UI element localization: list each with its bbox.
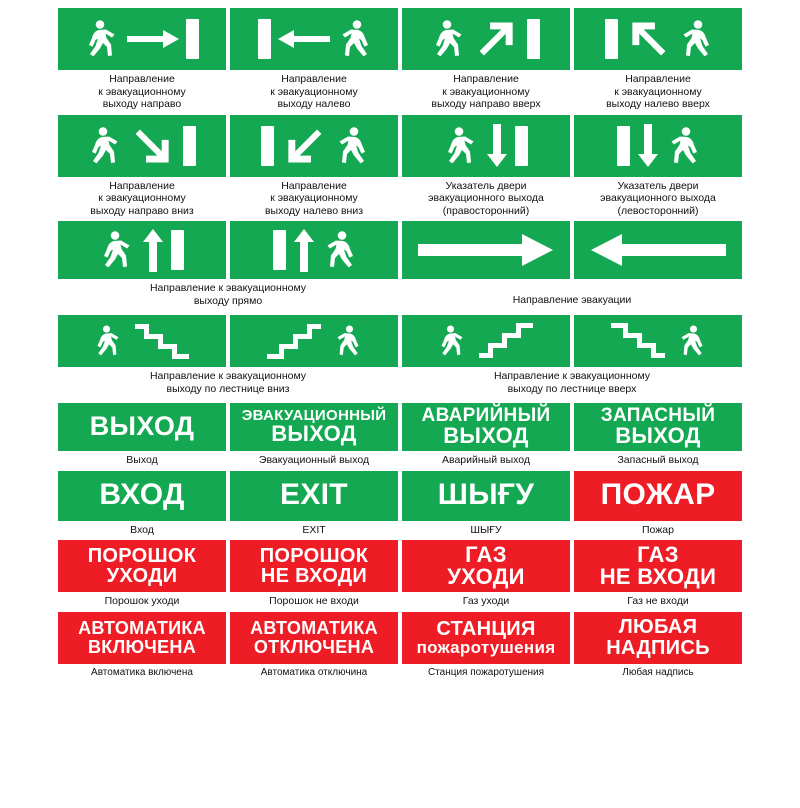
sign-door-left[interactable]	[574, 115, 742, 177]
sign-stairs-up-left[interactable]	[574, 315, 742, 367]
sign-text-line-2: НАДПИСЬ	[606, 636, 710, 659]
sign-text-line-1: EXIT	[280, 478, 348, 512]
caption-exit-right-up: Направление к эвакуационному выходу направо вверх	[431, 73, 541, 110]
sign-text-line-1: ПОРОШОК	[259, 544, 369, 567]
sign-text-line-1: АВТОМАТИКА	[78, 618, 206, 639]
running-man-icon	[89, 126, 123, 166]
sign-avtomatika-otkl[interactable]	[230, 612, 398, 664]
door-bar-icon	[617, 126, 630, 166]
caption-vyhod: Выход	[126, 454, 158, 466]
sign-text-line-2: ВЫХОД	[615, 423, 701, 449]
running-man-icon	[433, 19, 467, 59]
caption-door-right: Указатель двери эвакуационного выхода (правосторонний)	[428, 179, 544, 217]
caption-stairs-down: Направление к эвакуационному выходу по лестнице вниз	[149, 370, 307, 395]
sign-text-line-2: ВКЛЮЧЕНА	[88, 636, 196, 657]
sign-poroshok-uhodi[interactable]	[58, 540, 226, 592]
arrow-up-right-icon	[474, 19, 520, 59]
sign-text-line-2: ВЫХОД	[443, 423, 529, 449]
sign-door-right[interactable]	[402, 115, 570, 177]
caption-evac-direction: Направление эвакуации	[512, 294, 632, 306]
arrow-down-icon	[486, 124, 508, 168]
sign-text-line-1: ПОЖАР	[600, 478, 716, 512]
sign-exit-en[interactable]	[230, 471, 398, 521]
sign-gaz-uhodi[interactable]	[402, 540, 570, 592]
sign-text-line-1: СТАНЦИЯ	[436, 617, 536, 640]
sign-block-avariyny-vyhod	[402, 403, 570, 471]
arrow-up-icon	[142, 228, 164, 272]
caption-stairs-up: Направление к эвакуационному выходу по лестнице вверх	[493, 370, 651, 395]
stairs-up-icon	[477, 322, 533, 360]
sign-row-1	[0, 8, 800, 115]
caption-avtomatika-otkl: Автоматика отключина	[260, 666, 368, 678]
sign-block-poroshok-uhodi	[58, 540, 226, 612]
running-man-icon	[666, 126, 700, 166]
door-bar-icon	[261, 126, 274, 166]
sign-block-lyubaya-nadpis	[574, 612, 742, 683]
caption-exit-left-up: Направление к эвакуационному выходу налево вверх	[606, 73, 710, 110]
caption-lyubaya-nadpis: Любая надпись	[622, 666, 694, 678]
sign-row-7	[0, 540, 800, 612]
caption-stanciya: Станция пожаротушения	[427, 666, 545, 678]
running-man-icon	[678, 19, 712, 59]
stairs-down-icon	[133, 322, 189, 360]
sign-exit-right-up[interactable]	[402, 8, 570, 70]
sign-block-exit-left	[230, 8, 398, 115]
arrow-down-icon	[637, 124, 659, 168]
caption-shygu: ШЫҒУ	[470, 523, 502, 536]
caption-zapasny-vyhod: Запасный выход	[617, 454, 699, 466]
sign-vhod[interactable]	[58, 471, 226, 521]
sign-text-line-1: ГАЗ	[465, 541, 507, 567]
running-man-icon	[101, 230, 135, 270]
stairs-up-icon	[611, 322, 667, 360]
sign-text-line-1: ШЫҒУ	[437, 478, 535, 512]
sign-text-line-2: НЕ ВХОДИ	[260, 565, 368, 587]
caption-door-left: Указатель двери эвакуационного выхода (левосторонний)	[600, 179, 716, 217]
big-arrow-left-icon	[574, 221, 742, 279]
arrow-down-left-icon	[281, 126, 327, 166]
caption-exit-right: Направление к эвакуационному выходу направо	[98, 73, 186, 110]
sign-exit-right[interactable]	[58, 8, 226, 70]
caption-vhod: Вход	[130, 523, 154, 536]
sign-stanciya[interactable]	[402, 612, 570, 664]
sign-text-line-2: УХОДИ	[106, 565, 178, 587]
sign-avariyny-vyhod[interactable]	[402, 403, 570, 451]
evacuation-signs-sheet	[0, 8, 800, 808]
arrow-left-icon	[278, 28, 330, 50]
sign-text-line-1: ЛЮБАЯ	[618, 616, 698, 639]
caption-exit-left-down: Направление к эвакуационному выходу налево вниз	[264, 179, 364, 217]
sign-text-line-2: ВЫХОД	[271, 421, 357, 447]
sign-row-3	[0, 221, 800, 279]
sign-row-6	[0, 471, 800, 541]
sign-vyhod[interactable]	[58, 403, 226, 451]
sign-block-avtomatika-vkl	[58, 612, 226, 683]
sign-stairs-down-left[interactable]	[230, 315, 398, 367]
door-bar-icon	[171, 230, 184, 270]
sign-row-8	[0, 612, 800, 683]
sign-text-line-2: ОТКЛЮЧЕНА	[253, 636, 375, 657]
sign-row-4	[0, 315, 800, 367]
arrow-down-right-icon	[130, 126, 176, 166]
running-man-icon	[86, 19, 120, 59]
caption-gaz-ne-vhodi: Газ не входи	[627, 595, 689, 607]
sign-block-evac-vyhod	[230, 403, 398, 471]
stairs-down-icon	[267, 322, 323, 360]
sign-row-4-captions	[0, 367, 800, 399]
sign-block-door-left	[574, 115, 742, 222]
sign-block-door-right	[402, 115, 570, 222]
sign-text-line-1: АВТОМАТИКА	[250, 618, 378, 639]
sign-gaz-ne-vhodi[interactable]	[574, 540, 742, 592]
caption-exit-en: EXIT	[302, 523, 326, 536]
running-man-icon	[337, 19, 371, 59]
big-arrow-right-icon	[402, 221, 570, 279]
sign-block-exit-right-down	[58, 115, 226, 222]
sign-poroshok-ne-vhodi[interactable]	[230, 540, 398, 592]
sign-block-exit-right-up	[402, 8, 570, 115]
caption-poroshok-ne-vhodi: Порошок не входи	[269, 595, 359, 607]
sign-evac-vyhod[interactable]	[230, 403, 398, 451]
sign-lyubaya-nadpis[interactable]	[574, 612, 742, 664]
sign-block-vyhod	[58, 403, 226, 471]
door-bar-icon	[258, 19, 271, 59]
running-man-icon	[445, 126, 479, 166]
sign-block-exit-left-up	[574, 8, 742, 115]
running-man-icon	[95, 324, 123, 358]
sign-text-line-2: НЕ ВХОДИ	[599, 564, 717, 589]
sign-text-line-2: УХОДИ	[447, 564, 525, 589]
sign-row-3-captions	[0, 279, 800, 311]
sign-evac-direction-left[interactable]	[574, 221, 742, 279]
caption-poroshok-uhodi: Порошок уходи	[104, 595, 180, 607]
sign-block-gaz-uhodi	[402, 540, 570, 612]
door-bar-icon	[515, 126, 528, 166]
running-man-icon	[439, 324, 467, 358]
sign-block-exit-left-down	[230, 115, 398, 222]
caption-evac-vyhod: Эвакуационный выход	[258, 454, 370, 466]
sign-stairs-up-right[interactable]	[402, 315, 570, 367]
sign-row-5	[0, 403, 800, 471]
sign-pozhar[interactable]	[574, 471, 742, 521]
caption-exit-right-down: Направление к эвакуационному выходу направо вниз	[90, 179, 194, 217]
caption-avtomatika-vkl: Автоматика включена	[91, 666, 193, 678]
arrow-up-left-icon	[625, 19, 671, 59]
sign-block-gaz-ne-vhodi	[574, 540, 742, 612]
sign-text-line-1: АВАРИЙНЫЙ	[421, 405, 551, 427]
sign-exit-left-down[interactable]	[230, 115, 398, 177]
sign-text-line-2: пожаротушения	[416, 638, 556, 658]
sign-row-2	[0, 115, 800, 222]
sign-block-stanciya	[402, 612, 570, 683]
door-bar-icon	[183, 126, 196, 166]
door-bar-icon	[186, 19, 199, 59]
sign-block-exit-right	[58, 8, 226, 115]
sign-text-line-1: ВХОД	[99, 478, 185, 512]
running-man-icon	[333, 324, 361, 358]
sign-exit-straight-right[interactable]	[58, 221, 226, 279]
sign-text-line-1: ЭВАКУАЦИОННЫЙ	[241, 407, 387, 425]
sign-evac-direction-right[interactable]	[402, 221, 570, 279]
caption-pozhar: Пожар	[642, 523, 674, 536]
sign-block-shygu	[402, 471, 570, 541]
sign-block-pozhar	[574, 471, 742, 541]
sign-exit-right-down[interactable]	[58, 115, 226, 177]
door-bar-icon	[605, 19, 618, 59]
sign-text-line-1: ГАЗ	[637, 541, 679, 567]
sign-shygu[interactable]	[402, 471, 570, 521]
sign-text-line-1: ВЫХОД	[89, 411, 195, 442]
sign-block-exit-en	[230, 471, 398, 541]
sign-block-zapasny-vyhod	[574, 403, 742, 471]
sign-exit-straight-left[interactable]	[230, 221, 398, 279]
caption-avariyny-vyhod: Аварийный выход	[442, 454, 530, 466]
sign-avtomatika-vkl[interactable]	[58, 612, 226, 664]
sign-exit-left-up[interactable]	[574, 8, 742, 70]
sign-block-avtomatika-otkl	[230, 612, 398, 683]
sign-block-vhod	[58, 471, 226, 541]
sign-text-line-1: ЗАПАСНЫЙ	[600, 405, 716, 427]
door-bar-icon	[527, 19, 540, 59]
caption-exit-left: Направление к эвакуационному выходу налево	[270, 73, 358, 110]
caption-exit-straight: Направление к эвакуационному выходу прямо	[149, 282, 307, 307]
sign-exit-left[interactable]	[230, 8, 398, 70]
door-bar-icon	[273, 230, 286, 270]
caption-gaz-uhodi: Газ уходи	[462, 595, 510, 607]
sign-text-line-1: ПОРОШОК	[87, 544, 197, 567]
arrow-up-icon	[293, 228, 315, 272]
sign-zapasny-vyhod[interactable]	[574, 403, 742, 451]
running-man-icon	[677, 324, 705, 358]
arrow-right-icon	[127, 28, 179, 50]
running-man-icon	[322, 230, 356, 270]
sign-block-poroshok-ne-vhodi	[230, 540, 398, 612]
sign-stairs-down-right[interactable]	[58, 315, 226, 367]
running-man-icon	[334, 126, 368, 166]
